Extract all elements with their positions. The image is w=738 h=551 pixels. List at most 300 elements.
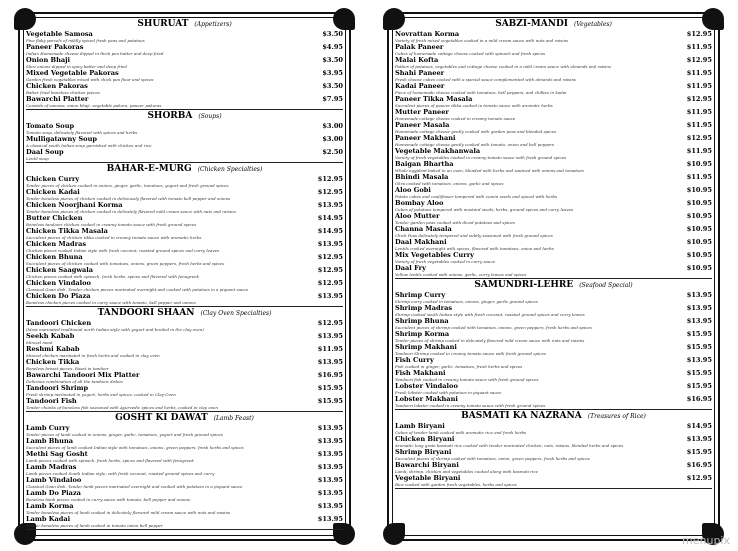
menu-item-price: $3.50 (322, 30, 343, 38)
menu-item-price: $14.95 (686, 422, 712, 430)
menu-item (395, 304, 712, 317)
menu-item-row (395, 69, 712, 77)
menu-item (395, 225, 712, 238)
menu-item-price: $12.95 (317, 266, 343, 274)
menu-item-name: Chicken Madras (26, 240, 87, 248)
menu-item (26, 450, 343, 463)
menu-item-description: Tender pieces of lamb cooked in onions, ginger, garlic, tomatoes, yogurt and fresh ground spices (26, 432, 223, 437)
menu-item-name: Chicken Tikka Masala (26, 227, 108, 235)
menu-item-description: Batter fried boneless chicken pieces (26, 90, 100, 95)
menu-item-row (395, 173, 712, 181)
menu-item-price: $15.95 (686, 448, 712, 456)
section-heading (26, 19, 343, 30)
menu-item-description: Yellow lentils cooked with onions, garlic, curry leaves and spices (395, 272, 527, 277)
menu-item-price: $10.95 (686, 160, 712, 168)
menu-item-row (395, 304, 712, 312)
menu-item-row (395, 225, 712, 233)
menu-item-name: Lamb Madras (26, 463, 77, 471)
menu-item-name: Fish Makhani (395, 369, 446, 377)
menu-item-description: Tandoori fish cooked in creamy tomato sauce with fresh ground spices (395, 377, 539, 382)
menu-item-description: Potato cubes and cauliflower tempered with cumin seeds and spiced with herbs (395, 194, 558, 199)
section-heading (395, 19, 712, 30)
menu-item-description: Aromatic long grain basmati rice cooked with tender marinated chicken, nuts, raisins, blended herbs and spices (395, 443, 624, 448)
menu-item-price: $12.95 (317, 175, 343, 183)
section-subtitle: (Seafood Special) (579, 282, 633, 289)
menu-item (26, 30, 343, 43)
menu-item-description: Succulent pieces of chicken cooked with tomatoes, onions, green peppers, fresh herbs and spices (26, 261, 225, 266)
menu-item-price: $12.95 (686, 56, 712, 64)
menu-item (26, 371, 343, 384)
menu-item-name: Shrimp Korma (395, 330, 450, 338)
menu-item-price: $11.95 (686, 82, 712, 90)
menu-item-row (26, 319, 343, 327)
menu-item (26, 201, 343, 214)
menu-item-price: $13.95 (317, 450, 343, 458)
menu-item-description: Fresh shrimp marinated in yogurt, herbs and spices, cooked in Clay-Oven (26, 392, 176, 397)
menu-item-name: Chicken Biryani (395, 435, 455, 443)
menu-item-row (26, 69, 343, 77)
menu-item-name: Reshmi Kabab (26, 345, 80, 353)
menu-item-description: Cubes of tender lamb cooked with aromatic rice and fresh herbs (395, 430, 527, 435)
menu-item-description: Variety of fresh vegetables cooked in creamy tomato sauce with fresh ground spices (395, 155, 567, 160)
menu-item-description: Classical Goan dish. Tender chicken pieces marinated overnight and cooked with potatoes in a piquant sauce (26, 287, 249, 292)
menu-item-row (26, 463, 343, 471)
menu-item-row (26, 135, 343, 143)
menu-section (26, 413, 343, 530)
section-subtitle: (Vegetables) (574, 21, 612, 28)
menu-item-price: $12.95 (686, 474, 712, 482)
menu-item-description: Tender pieces of shrimp cooked in delicately flavored mild cream sauce with nuts and raisins (395, 338, 585, 343)
menu-item-row (26, 188, 343, 196)
menu-item-row (395, 30, 712, 38)
menu-item-row (26, 397, 343, 405)
menu-item-description: Succulent pieces of shrimp cooked with tomatoes, onions, green peppers, fresh herbs and spices (395, 325, 592, 330)
menu-item-row (395, 448, 712, 456)
menu-section (395, 411, 712, 489)
menu-item-name: Fish Curry (395, 356, 434, 364)
menu-item (395, 422, 712, 435)
menu-item-description: Tandoori Shrimp cooked in creamy tomato sauce with fresh ground spices (395, 351, 546, 356)
menu-item-price: $13.95 (317, 424, 343, 432)
menu-item (395, 134, 712, 147)
menu-item-row (395, 435, 712, 443)
menu-item-description: Tandoori lobster cooked in creamy tomato sauce with fresh ground spices (395, 403, 546, 408)
section-title: GOSHT KI DAWAT (115, 413, 208, 423)
menu-item-name: Mutter Paneer (395, 108, 449, 116)
menu-item (26, 476, 343, 489)
menu-item-name: Palak Paneer (395, 43, 444, 51)
menu-item-description: Tender boneless pieces of chicken cooked in delicately flavored mild cream sauce with nuts and raisins (26, 209, 236, 214)
menu-item-name: Chicken Curry (26, 175, 80, 183)
menu-item-description: A classical south Indian soup garnished with chicken and rice (26, 143, 152, 148)
menu-item-price: $12.95 (686, 30, 712, 38)
menu-item-description: Fish cooked in ginger, garlic, tomatoes, fresh herbs and spices (395, 364, 523, 369)
menu-item (395, 82, 712, 95)
menu-item-name: Chicken Do Piaza (26, 292, 91, 300)
menu-item (26, 69, 343, 82)
menu-item-name: Onion Bhaji (26, 56, 71, 64)
menu-item-name: Chicken Vindaloo (26, 279, 91, 287)
menu-item-price: $15.95 (686, 369, 712, 377)
menu-item (26, 214, 343, 227)
menu-item-name: Shrimp Makhani (395, 343, 457, 351)
menu-item-price: $16.95 (686, 395, 712, 403)
menu-item-row (26, 292, 343, 300)
menu-item-row (26, 175, 343, 183)
menu-item-price: $13.95 (686, 291, 712, 299)
menu-item (395, 382, 712, 395)
menu-item-description: Succulent pieces of shrimp cooked with tomatoes, onion, green peppers, fresh herbs and spices (395, 456, 590, 461)
menu-item-name: Lamb Bhuna (26, 437, 74, 445)
menu-item (26, 319, 343, 332)
menu-item-description: Piece of homemade cheese cooked with tomatoes, bell peppers, and chillies in kadai (395, 90, 567, 95)
menu-section (26, 19, 343, 110)
menu-item (26, 95, 343, 108)
menu-item (26, 253, 343, 266)
menu-item-description: Tender chunks of boneless fish seasoned with Ayurvedic spices and herbs, cooked in clay oven (26, 405, 218, 410)
menu-item-description: Tender pieces of chicken cooked in onions, ginger, garlic, tomatoes, yogurt and fresh ground spices (26, 183, 229, 188)
menu-item (395, 356, 712, 369)
menu-item (26, 345, 343, 358)
menu-item-description: Whole eggplant baked in an oven, blended with herbs and sauteed with onions and tomatoes (395, 168, 584, 173)
menu-item-price: $11.95 (686, 108, 712, 116)
menu-item-description: Tomato soup, delicately flavored with spices and herbs (26, 130, 138, 135)
menu-item-row (395, 317, 712, 325)
menu-item-row (395, 369, 712, 377)
menu-item (26, 122, 343, 135)
menu-item-price: $12.95 (686, 134, 712, 142)
menu-item-description: Fresh cheese cubes cooked with a special sauce complemented with almonds and raisins (395, 77, 577, 82)
menu-item-row (395, 43, 712, 51)
menu-item-name: Chicken Tikka (26, 358, 80, 366)
menu-item-name: Aloo Mutter (395, 212, 440, 220)
menu-item-price: $15.95 (686, 382, 712, 390)
menu-item-name: Lamb Kadai (26, 515, 71, 523)
menu-item-description: Chick Peas delicately tempered and subtly seasoned with fresh ground spices (395, 233, 553, 238)
menu-item-description: Boneless chicken pieces cooked in curry sauce with tomato, bell pepper and onions (26, 300, 196, 305)
menu-item-name: Shrimp Curry (395, 291, 446, 299)
menu-item-row (26, 214, 343, 222)
menu-item-row (26, 227, 343, 235)
menu-item (395, 95, 712, 108)
section-divider (26, 162, 343, 163)
menu-item (26, 489, 343, 502)
menu-item (26, 463, 343, 476)
menu-content-right (395, 18, 712, 535)
menu-item-price: $13.95 (317, 332, 343, 340)
menu-item (26, 292, 343, 305)
menu-item-name: Bawarchi Platter (26, 95, 89, 103)
menu-item (26, 43, 343, 56)
menu-item-price: $10.95 (686, 251, 712, 259)
menu-item (395, 395, 712, 408)
menu-item-description: Homemade cottage cheese gently cooked with tomato, onion and bell peppers (395, 142, 555, 147)
menu-item-description: Minced chicken marinated in fresh herbs and cooked in clay oven (26, 353, 160, 358)
menu-item-row (26, 82, 343, 90)
section-title: SHORBA (147, 111, 193, 121)
menu-item-row (26, 371, 343, 379)
menu-section (395, 19, 712, 279)
menu-item-name: Vegetable Samosa (26, 30, 93, 38)
menu-item-row (26, 122, 343, 130)
menu-item (395, 43, 712, 56)
section-subtitle: (Lamb Feast) (213, 415, 254, 422)
menu-item-description: Okra cooked with tomatoes, onions, garlic and spices (395, 181, 504, 186)
menu-item-name: Lamb Korma (26, 502, 74, 510)
menu-item (395, 369, 712, 382)
menu-item-row (395, 134, 712, 142)
menu-item (395, 186, 712, 199)
menu-item-price: $14.95 (317, 227, 343, 235)
menu-item-price: $11.95 (686, 69, 712, 77)
menu-item (395, 147, 712, 160)
menu-item-description: Rice cooked with garden fresh vegetables, herbs and spices (395, 482, 517, 487)
menu-item (26, 424, 343, 437)
menu-item-name: Daal Fry (395, 264, 426, 272)
section-subtitle: (Chicken Specialties) (197, 166, 263, 173)
menu-item-price: $10.95 (686, 199, 712, 207)
menu-item-price: $2.50 (322, 148, 343, 156)
menu-item-price: $13.95 (686, 317, 712, 325)
menu-item-name: Seekh Kabab (26, 332, 75, 340)
menu-item-price: $3.00 (322, 122, 343, 130)
menu-item-row (26, 437, 343, 445)
menu-item-name: Kadai Paneer (395, 82, 445, 90)
menu-item (26, 279, 343, 292)
menu-item-row (395, 147, 712, 155)
menu-item-name: Channa Masala (395, 225, 452, 233)
menu-item-name: Paneer Makhani (395, 134, 456, 142)
menu-item-description: Succulent pieces of chicken tikka cooked in creamy tomato sauce with aromatic herbs (26, 235, 202, 240)
menu-item-row (395, 238, 712, 246)
menu-item-name: Lamb Curry (26, 424, 70, 432)
menu-item-price: $13.95 (317, 502, 343, 510)
menu-item-row (26, 502, 343, 510)
menu-item-name: Shrimp Madras (395, 304, 453, 312)
menu-item-row (395, 108, 712, 116)
menu-item-row (395, 56, 712, 64)
section-title: BASMATI KA NAZRANA (461, 411, 582, 421)
menu-item (26, 82, 343, 95)
menu-item-row (26, 345, 343, 353)
menu-item (395, 251, 712, 264)
menu-section (395, 280, 712, 410)
menu-item-description: Classical Goan dish. Tender lamb pieces marinated overnight and cooked with potatoes in a piquant sauce (26, 484, 243, 489)
menu-item (395, 160, 712, 173)
menu-item-row (26, 476, 343, 484)
menu-item-row (395, 160, 712, 168)
menu-item-name: Lamb Biryani (395, 422, 445, 430)
menu-item-row (395, 356, 712, 364)
menu-item-name: Lobster Makhani (395, 395, 458, 403)
menu-item-name: Lobster Vindaloo (395, 382, 458, 390)
menu-item-description: (Most marinated traditional north Indian style with yogurt and broiled in the clay oven) (26, 327, 204, 332)
menu-item-description: Lamb, shrimp, chicken and vegetables cooked along with basmati rice (395, 469, 538, 474)
menu-item-price: $3.50 (322, 82, 343, 90)
section-divider (26, 529, 343, 530)
menu-item-row (395, 330, 712, 338)
menu-item-price: $13.95 (317, 476, 343, 484)
menu-item-description: Boneless tandoori chicken cooked in creamy tomato sauce with fresh ground spices (26, 222, 197, 227)
menu-item-row (395, 422, 712, 430)
menu-item-price: $16.95 (317, 371, 343, 379)
menu-item-price: $12.95 (317, 279, 343, 287)
menu-item-description: Five flaky parcels of mildly spiced fresh peas and potatoes (26, 38, 145, 43)
menu-item-description: Boneless lamb pieces cooked in curry sauce with tomato, bell pepper and onions (26, 497, 190, 502)
menu-content-left (26, 18, 343, 535)
menu-item (26, 266, 343, 279)
menu-item-row (26, 384, 343, 392)
menu-item-price: $16.95 (686, 461, 712, 469)
menu-page-right (369, 0, 738, 551)
menu-item-price: $13.95 (317, 358, 343, 366)
menu-item-description: Tender boneless pieces of lamb cooked in delicately flavored mild cream sauce with nuts and raisins (26, 510, 231, 515)
menu-item-description: Minced meat (26, 340, 53, 345)
menu-item-name: Shahi Paneer (395, 69, 445, 77)
menu-item (26, 384, 343, 397)
menu-item-price: $10.95 (686, 225, 712, 233)
menu-item-name: Bombay Aloo (395, 199, 444, 207)
menu-item-price: $11.95 (686, 121, 712, 129)
menu-item-row (395, 199, 712, 207)
menu-section (26, 164, 343, 307)
menu-item-price: $4.95 (322, 43, 343, 51)
menu-item (26, 175, 343, 188)
menu-item (26, 56, 343, 69)
section-subtitle: (Soups) (198, 113, 222, 120)
menu-item-name: Daal Soup (26, 148, 64, 156)
menu-item (395, 212, 712, 225)
menu-item-name: Shrimp Biryani (395, 448, 452, 456)
menu-item-description: Lentil soup (26, 156, 49, 161)
section-heading (395, 280, 712, 291)
menu-item-description: Lamb pieces cooked with spinach, fresh herbs, spices and flavored with fenugreek (26, 458, 194, 463)
menu-item-price: $10.95 (686, 264, 712, 272)
menu-item-description: Succulent pieces of lamb cooked Indian style with tomatoes, onions, green peppers, fresh herbs and spices (26, 445, 244, 450)
section-title: SABZI-MANDI (495, 19, 568, 29)
menu-item-row (395, 251, 712, 259)
menu-item (26, 332, 343, 345)
menu-item (395, 291, 712, 304)
menu-item (395, 121, 712, 134)
menu-item-description: Cubes of homemade cottage cheese cooked with spinach and fresh spices (395, 51, 546, 56)
section-title: SHURUAT (137, 19, 189, 29)
menu-item-row (26, 266, 343, 274)
menu-item-description: Chicken pieces cooked with spinach, fresh herbs, spices and flavored with fenugreek (26, 274, 199, 279)
menu-item-name: Paneer Pakoras (26, 43, 84, 51)
menu-item-price: $3.00 (322, 135, 343, 143)
menu-item-description: Lentils cooked overnight with spices, flavored with tomatoes, onion and herbs (395, 246, 554, 251)
menu-item-description: Tender garden peas cooked with diced potatoes and spices (395, 220, 515, 225)
menu-item-name: Lamb Vindaloo (26, 476, 82, 484)
menu-item-row (26, 515, 343, 523)
section-subtitle: (Treasures of Rice) (587, 413, 646, 420)
menu-item-name: Chicken Saagwala (26, 266, 94, 274)
menu-item-price: $12.95 (317, 188, 343, 196)
menu-item (26, 188, 343, 201)
menu-item (26, 148, 343, 161)
menu-item-price: $13.95 (317, 489, 343, 497)
section-heading (26, 413, 343, 424)
menu-item-name: Paneer Masala (395, 121, 450, 129)
menu-item-name: Bawarchi Tandoori Mix Platter (26, 371, 140, 379)
section-title: TANDOORI SHAAN (97, 308, 195, 318)
menu-item-price: $11.95 (317, 345, 343, 353)
menu-item (26, 227, 343, 240)
menu-item-name: Chicken Bhuna (26, 253, 83, 261)
menu-item-name: Lamb Do Piaza (26, 489, 81, 497)
section-divider (395, 278, 712, 279)
menu-item-description: Cubes of potatoes tempered with mustard seeds, herbs, ground spices and curry leaves (395, 207, 574, 212)
menu-item-description: Patties of potatoes, vegetables and cottage cheese cooked in a mild cream sauce with almonds and raisins (395, 64, 612, 69)
menu-item-price: $15.95 (686, 330, 712, 338)
section-divider (26, 411, 343, 412)
menu-item-description: Shrimp curry cooked in tomatoes, onions, ginger, garlic ground spices (395, 299, 538, 304)
menu-item (395, 173, 712, 186)
menu-item-price: $15.95 (317, 384, 343, 392)
menu-item-price: $14.95 (317, 214, 343, 222)
section-heading (395, 411, 712, 422)
menu-item (395, 199, 712, 212)
menu-item-price: $3.50 (322, 56, 343, 64)
menu-item-description: Fresh lobster cooked with potatoes in piquant sauce (395, 390, 502, 395)
menu-item-description: Succulent pieces of paneer tikka cooked in tomato sauce with aromatic herbs (395, 103, 553, 108)
menu-item-row (395, 212, 712, 220)
section-subtitle: (Clay Oven Specialties) (200, 310, 272, 317)
menu-item (26, 240, 343, 253)
menu-item-row (26, 56, 343, 64)
menu-item-row (26, 279, 343, 287)
menu-item-price: $12.95 (317, 253, 343, 261)
menu-item-row (26, 358, 343, 366)
menu-item-price: $13.95 (686, 304, 712, 312)
menu-item-row (395, 264, 712, 272)
menu-item-name: Chicken Pakoras (26, 82, 88, 90)
menu-item-name: Bawarchi Biryani (395, 461, 459, 469)
menu-item-name: Mix Vegetables Curry (395, 251, 474, 259)
menu-item (395, 264, 712, 277)
menu-item-price: $13.95 (317, 240, 343, 248)
section-title: BAHAR-E-MURG (106, 164, 192, 174)
menu-item-row (395, 461, 712, 469)
menu-item-description: Chicken pieces cooked Indian style with fresh coconut, roasted ground spices and curry leaves (26, 248, 220, 253)
menu-item-name: Tandoori Shrimp (26, 384, 89, 392)
menu-item-row (26, 148, 343, 156)
menu-item-description: Lamb pieces cooked South Indian style, with fresh coconut, roasted ground spices and curry (26, 471, 215, 476)
section-heading (26, 111, 343, 122)
menu-item-price: $15.95 (686, 343, 712, 351)
menu-item-description: Delicious combination of all the tandoori dishes (26, 379, 123, 384)
menu-item-row (26, 489, 343, 497)
menu-item (26, 397, 343, 410)
menu-item-description: Consists of samosa, onion bhaji, vegetable pakora, paneer pakoras (26, 103, 162, 108)
menu-item-description: Homemade cottage cheese gently cooked with garden peas and blended spices (395, 129, 557, 134)
menu-item (26, 437, 343, 450)
menu-item-price: $10.95 (686, 212, 712, 220)
menu-item-row (26, 43, 343, 51)
menu-item-name: Novrattan Korma (395, 30, 460, 38)
menu-item-row (26, 253, 343, 261)
menu-item (26, 135, 343, 148)
menu-item (395, 343, 712, 356)
menu-item-price: $13.95 (317, 515, 343, 523)
menu-item-description: Variety of fresh vegetables cooked in curry sauce (395, 259, 496, 264)
menu-item-name: Bhindi Masala (395, 173, 449, 181)
menu-item (395, 330, 712, 343)
section-title: SAMUNDRI-LEHRE (474, 280, 574, 290)
menu-item-price: $13.95 (317, 292, 343, 300)
menu-item-price: $13.95 (317, 463, 343, 471)
